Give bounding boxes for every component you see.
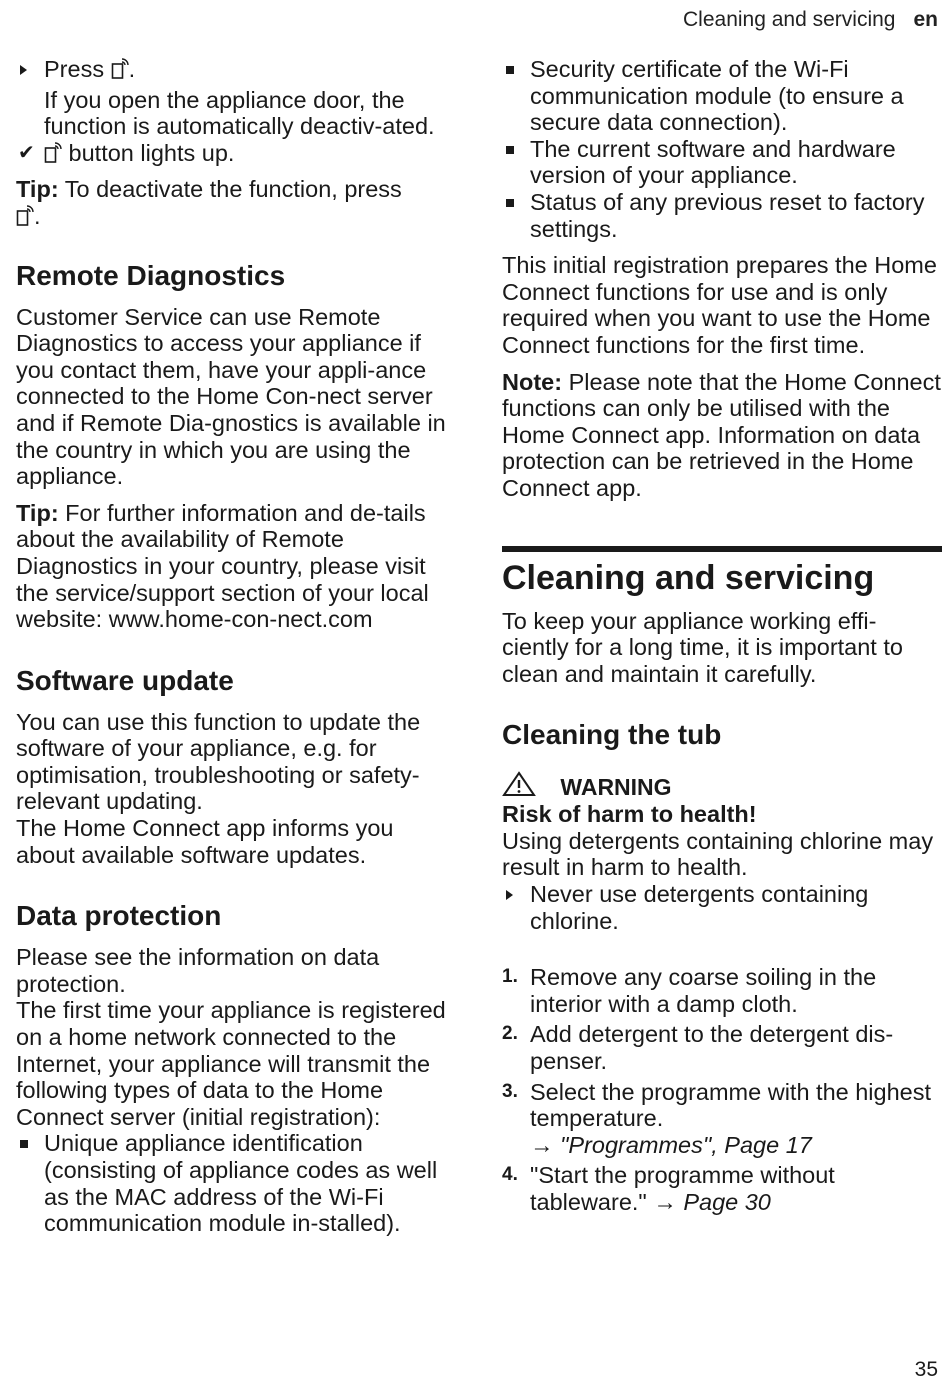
data-protection-body: Please see the information on data protection. [16,944,380,997]
software-update-body: You can use this function to update the software of your appliance, e.g. for optimisation, troubleshooting or safety-relevant updating. [16,708,421,815]
page-reference-link[interactable]: → "Programmes", Page 17 [530,1131,812,1158]
list-item: Status of any previous reset to factory settings. [502,189,942,242]
list-item: The current software and hardware version of your appliance. [502,136,942,189]
remote-diagnostics-heading: Remote Diagnostics [16,259,286,291]
warning-label-line [502,771,942,801]
software-update-body-2: The Home Connect app informs you about available software updates. [16,815,394,868]
door-note: If you open the appliance door, the function is automatically deactiv-ated. [44,86,435,140]
tip-deactivate: Tip: To deactivate the function, press . [16,176,402,229]
remote-diagnostics-body: Customer Service can use Remote Diagnostics to access your appliance if you contact them, have your appli-ance connected to the Home Con-nect server and if Remote Dia-gnostics is available in the country in which you are using the appliance. [16,303,446,490]
left-column [16,56,458,1237]
list-item: Unique appliance identification (consisting of appliance codes as well as the MAC address of the Wi-Fi communication module in-stalled). [16,1130,458,1236]
list-item: 1. Remove any coarse soiling in the interior with a damp cloth. [502,964,877,1017]
remote-start-icon [111,58,129,80]
square-bullet-icon [506,199,514,207]
remote-start-icon [44,142,62,164]
data-protection-heading: Data protection [16,900,222,932]
square-bullet-icon [20,1140,28,1148]
warning-action: Never use detergents containing chlorine. [502,881,942,934]
page-reference-link[interactable]: → Page 30 [653,1189,771,1215]
list-item: 2. Add detergent to the detergent dis-penser. [502,1021,894,1075]
cleaning-servicing-heading: Cleaning and servicing [502,558,875,597]
warning-label: WARNING [560,774,672,801]
cleaning-servicing-body: To keep your appliance working effi-ciently for a long time, it is important to clean and maintain it carefully. [502,607,903,687]
steps-list [502,964,942,1215]
header-language: en [913,8,938,31]
checkmark-icon: ✔ [18,141,35,164]
initial-registration-body: This initial registration prepares the Home Connect functions for use and is only required when you want to use the Home Connect functions for the first time. [502,252,937,358]
warning-title: Risk of harm to health! [502,801,757,828]
arrow-bullet-icon [20,65,27,75]
list-item: 3. Select the programme with the highest temperature. → "Programmes", Page 17 [502,1078,932,1158]
warning-body: Using detergents containing chlorine may result in harm to health. [502,827,934,881]
cleaning-tub-heading: Cleaning the tub [502,719,722,751]
section-rule [502,546,942,552]
warning-triangle-icon [502,771,536,797]
note-paragraph: Note: Please note that the Home Connect functions can only be utilised with the Home Connect app. Information on data protection can be retrieved in the Home Connect app. [502,368,941,501]
list-item: 4. "Start the programme without tableware." → Page 30 [502,1162,835,1215]
page-number: 35 [914,1358,938,1381]
arrow-bullet-icon [506,890,513,900]
tip-remote: Tip: For further information and de-tails about the availability of Remote Diagnostics in your country, please visit the service/support section of your local website: www.home-con-nect.com [16,499,429,633]
square-bullet-icon [506,66,514,74]
software-update-heading: Software update [16,664,234,696]
page-header [683,8,938,32]
warning-block [502,771,942,934]
data-protection-body-2: The first time your appliance is registered on a home network connected to the Internet, your appliance will transmit the following types of data to the Home Connect server (initial registration): [16,997,446,1130]
list-item: Security certificate of the Wi-Fi communication module (to ensure a secure data connection). [502,56,942,136]
right-column [502,56,942,1216]
result-line: ✔ button lights up. [18,139,235,166]
remote-start-icon [16,205,34,227]
instruction-step: Press . [16,56,458,83]
square-bullet-icon [506,146,514,154]
header-section: Cleaning and servicing [683,8,896,31]
